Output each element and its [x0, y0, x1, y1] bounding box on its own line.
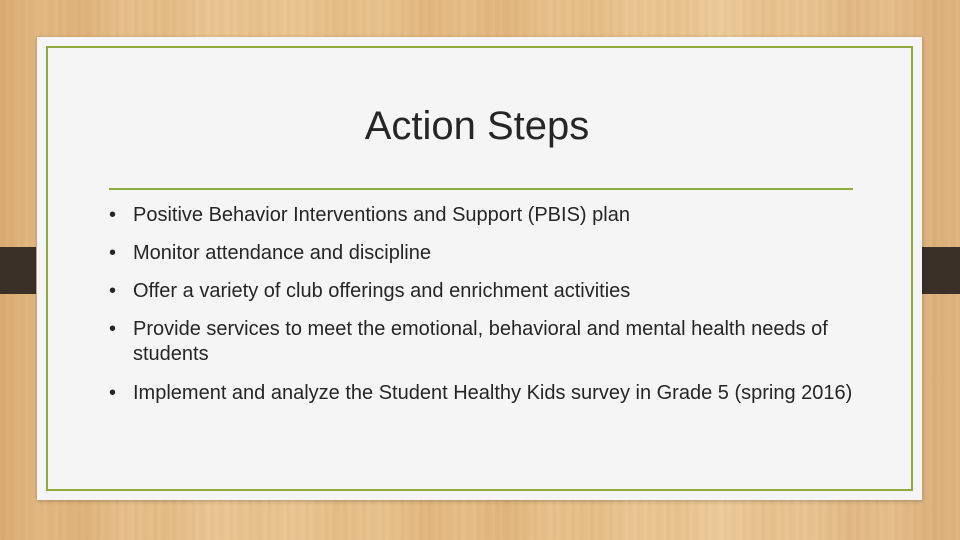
- bullet-item-pbis: [109, 203, 869, 228]
- bullet-list: [109, 203, 869, 419]
- bullet-text: Offer a variety of club offerings and enrichment activities: [133, 280, 631, 302]
- bullet-text: Provide services to meet the emotional, behavioral and mental health needs of students: [133, 318, 828, 365]
- bullet-item-survey: [109, 381, 869, 406]
- bullet-item-clubs: [109, 279, 869, 304]
- title-divider: [109, 188, 853, 190]
- bullet-point-icon: •: [109, 280, 117, 302]
- bullet-item-attendance: [109, 241, 869, 266]
- bullet-point-icon: •: [109, 382, 117, 404]
- bullet-item-services: [109, 317, 869, 367]
- slide-title: Action Steps: [364, 104, 590, 148]
- bullet-text: Positive Behavior Interventions and Support (PBIS) plan: [133, 204, 630, 226]
- bullet-point-icon: •: [109, 204, 117, 226]
- bullet-point-icon: •: [109, 318, 117, 340]
- bullet-text: Monitor attendance and discipline: [133, 242, 431, 264]
- slide-card: [37, 37, 922, 500]
- bullet-text: Implement and analyze the Student Healthy Kids survey in Grade 5 (spring 2016): [133, 382, 853, 404]
- bullet-point-icon: •: [109, 242, 117, 264]
- left-side-tab: [0, 247, 36, 294]
